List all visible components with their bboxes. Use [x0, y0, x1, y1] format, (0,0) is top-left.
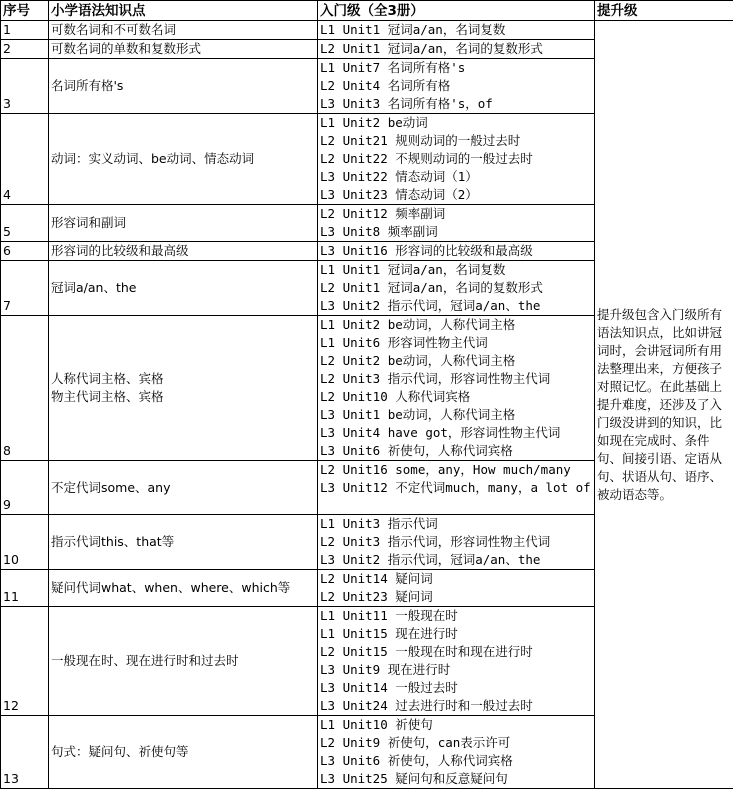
- grammar-topic: 形容词和副词: [49, 205, 318, 242]
- table-row: [1, 21, 733, 40]
- unit-entry: L2 Unit22 不规则动词的一般过去时: [320, 150, 592, 168]
- unit-entry: L2 Unit3 指示代词，形容词性物主代词: [320, 370, 592, 388]
- grammar-topic: 动词：实义动词、be动词、情态动词: [49, 114, 318, 205]
- unit-entry: L1 Unit1 冠词a/an，名词复数: [320, 261, 592, 279]
- entry-level-units: [318, 261, 595, 316]
- unit-entry: L1 Unit7 名词所有格's: [320, 59, 592, 77]
- grammar-topic: 句式：疑问句、祈使句等: [49, 716, 318, 789]
- grammar-topic: 疑问代词what、when、where、which等: [49, 570, 318, 607]
- row-number: 6: [1, 242, 49, 261]
- unit-entry: L2 Unit14 疑问词: [320, 570, 592, 588]
- grammar-topic: 一般现在时、现在进行时和过去时: [49, 607, 318, 716]
- entry-level-units: [318, 316, 595, 461]
- unit-entry: L3 Unit14 一般过去时: [320, 679, 592, 697]
- row-number: 3: [1, 59, 49, 114]
- unit-entry: L1 Unit15 现在进行时: [320, 625, 592, 643]
- unit-entry: L3 Unit12 不定代词much，many，a lot of: [320, 479, 592, 497]
- grammar-topic: 人称代词主格、宾格 物主代词主格、宾格: [49, 316, 318, 461]
- unit-entry: L2 Unit1 冠词a/an，名词的复数形式: [320, 279, 592, 297]
- unit-entry: L3 Unit8 频率副词: [320, 223, 592, 241]
- entry-level-units: [318, 716, 595, 789]
- unit-entry: L1 Unit1 冠词a/an，名词复数: [320, 21, 592, 39]
- unit-entry: L3 Unit25 疑问句和反意疑问句: [320, 770, 592, 788]
- row-number: 10: [1, 515, 49, 570]
- grammar-topic: 名词所有格's: [49, 59, 318, 114]
- entry-level-units: [318, 40, 595, 59]
- entry-level-units: [318, 59, 595, 114]
- unit-entry: L3 Unit6 祈使句，人称代词宾格: [320, 752, 592, 770]
- unit-entry: L1 Unit10 祈使句: [320, 716, 592, 734]
- entry-level-units: [318, 515, 595, 570]
- unit-entry: L2 Unit23 疑问词: [320, 588, 592, 606]
- unit-entry: L2 Unit16 some，any，How much/many: [320, 461, 592, 479]
- unit-entry: L1 Unit11 一般现在时: [320, 607, 592, 625]
- unit-entry: L3 Unit16 形容词的比较级和最高级: [320, 242, 592, 260]
- row-number: 4: [1, 114, 49, 205]
- grammar-topic: 可数名词和不可数名词: [49, 21, 318, 40]
- header-number: 序号: [1, 1, 49, 21]
- header-advanced-level: 提升级: [595, 1, 733, 21]
- unit-entry: L2 Unit3 指示代词，形容词性物主代词: [320, 533, 592, 551]
- entry-level-units: [318, 461, 595, 515]
- unit-entry: L2 Unit4 名词所有格: [320, 77, 592, 95]
- row-number: 9: [1, 461, 49, 515]
- grammar-topic: 冠词a/an、the: [49, 261, 318, 316]
- unit-entry: L2 Unit12 频率副词: [320, 205, 592, 223]
- unit-entry: L2 Unit2 be动词，人称代词主格: [320, 352, 592, 370]
- unit-entry: L2 Unit21 规则动词的一般过去时: [320, 132, 592, 150]
- row-number: 5: [1, 205, 49, 242]
- unit-entry: L3 Unit24 过去进行时和一般过去时: [320, 697, 592, 715]
- unit-entry: L3 Unit2 指示代词，冠词a/an、the: [320, 551, 592, 569]
- unit-entry: L3 Unit4 have got，形容词性物主代词: [320, 424, 592, 442]
- unit-entry: L2 Unit9 祈使句，can表示许可: [320, 734, 592, 752]
- row-number: 8: [1, 316, 49, 461]
- row-number: 11: [1, 570, 49, 607]
- grammar-topic: 指示代词this、that等: [49, 515, 318, 570]
- unit-entry: L3 Unit9 现在进行时: [320, 661, 592, 679]
- row-number: 7: [1, 261, 49, 316]
- entry-level-units: [318, 570, 595, 607]
- grammar-topic: 不定代词some、any: [49, 461, 318, 515]
- unit-entry: L1 Unit3 指示代词: [320, 515, 592, 533]
- row-number: 12: [1, 607, 49, 716]
- unit-entry: L3 Unit3 名词所有格's，of: [320, 95, 592, 113]
- unit-entry: L2 Unit15 一般现在时和现在进行时: [320, 643, 592, 661]
- unit-entry: L2 Unit10 人称代词宾格: [320, 388, 592, 406]
- unit-entry: L3 Unit22 情态动词（1）: [320, 168, 592, 186]
- row-number: 1: [1, 21, 49, 40]
- entry-level-units: [318, 114, 595, 205]
- entry-level-units: [318, 242, 595, 261]
- header-topic: 小学语法知识点: [49, 1, 318, 21]
- row-number: 2: [1, 40, 49, 59]
- unit-entry: L3 Unit6 祈使句，人称代词宾格: [320, 442, 592, 460]
- row-number: 13: [1, 716, 49, 789]
- unit-entry: L1 Unit2 be动词: [320, 114, 592, 132]
- entry-level-units: [318, 205, 595, 242]
- unit-entry: L2 Unit1 冠词a/an，名词的复数形式: [320, 40, 592, 58]
- grammar-topic: 形容词的比较级和最高级: [49, 242, 318, 261]
- entry-level-units: [318, 21, 595, 40]
- unit-entry: L3 Unit23 情态动词（2）: [320, 186, 592, 204]
- grammar-topic: 可数名词的单数和复数形式: [49, 40, 318, 59]
- unit-entry: L1 Unit6 形容词性物主代词: [320, 334, 592, 352]
- header-row: [1, 1, 733, 21]
- unit-entry: L3 Unit1 be动词，人称代词主格: [320, 406, 592, 424]
- advanced-level-note: 提升级包含入门级所有语法知识点，比如讲冠词时，会讲冠词所有用法整理出来，方便孩子对照记忆。在此基础上提升难度，还涉及了入门级没讲到的知识，比如现在完成时、条件句、间接引语、定语从句、状语从句、语序、被动语态等。: [595, 21, 733, 789]
- unit-entry: L1 Unit2 be动词，人称代词主格: [320, 316, 592, 334]
- header-entry-level: 入门级（全3册）: [318, 1, 595, 21]
- unit-entry: L3 Unit2 指示代词，冠词a/an、the: [320, 297, 592, 315]
- entry-level-units: [318, 607, 595, 716]
